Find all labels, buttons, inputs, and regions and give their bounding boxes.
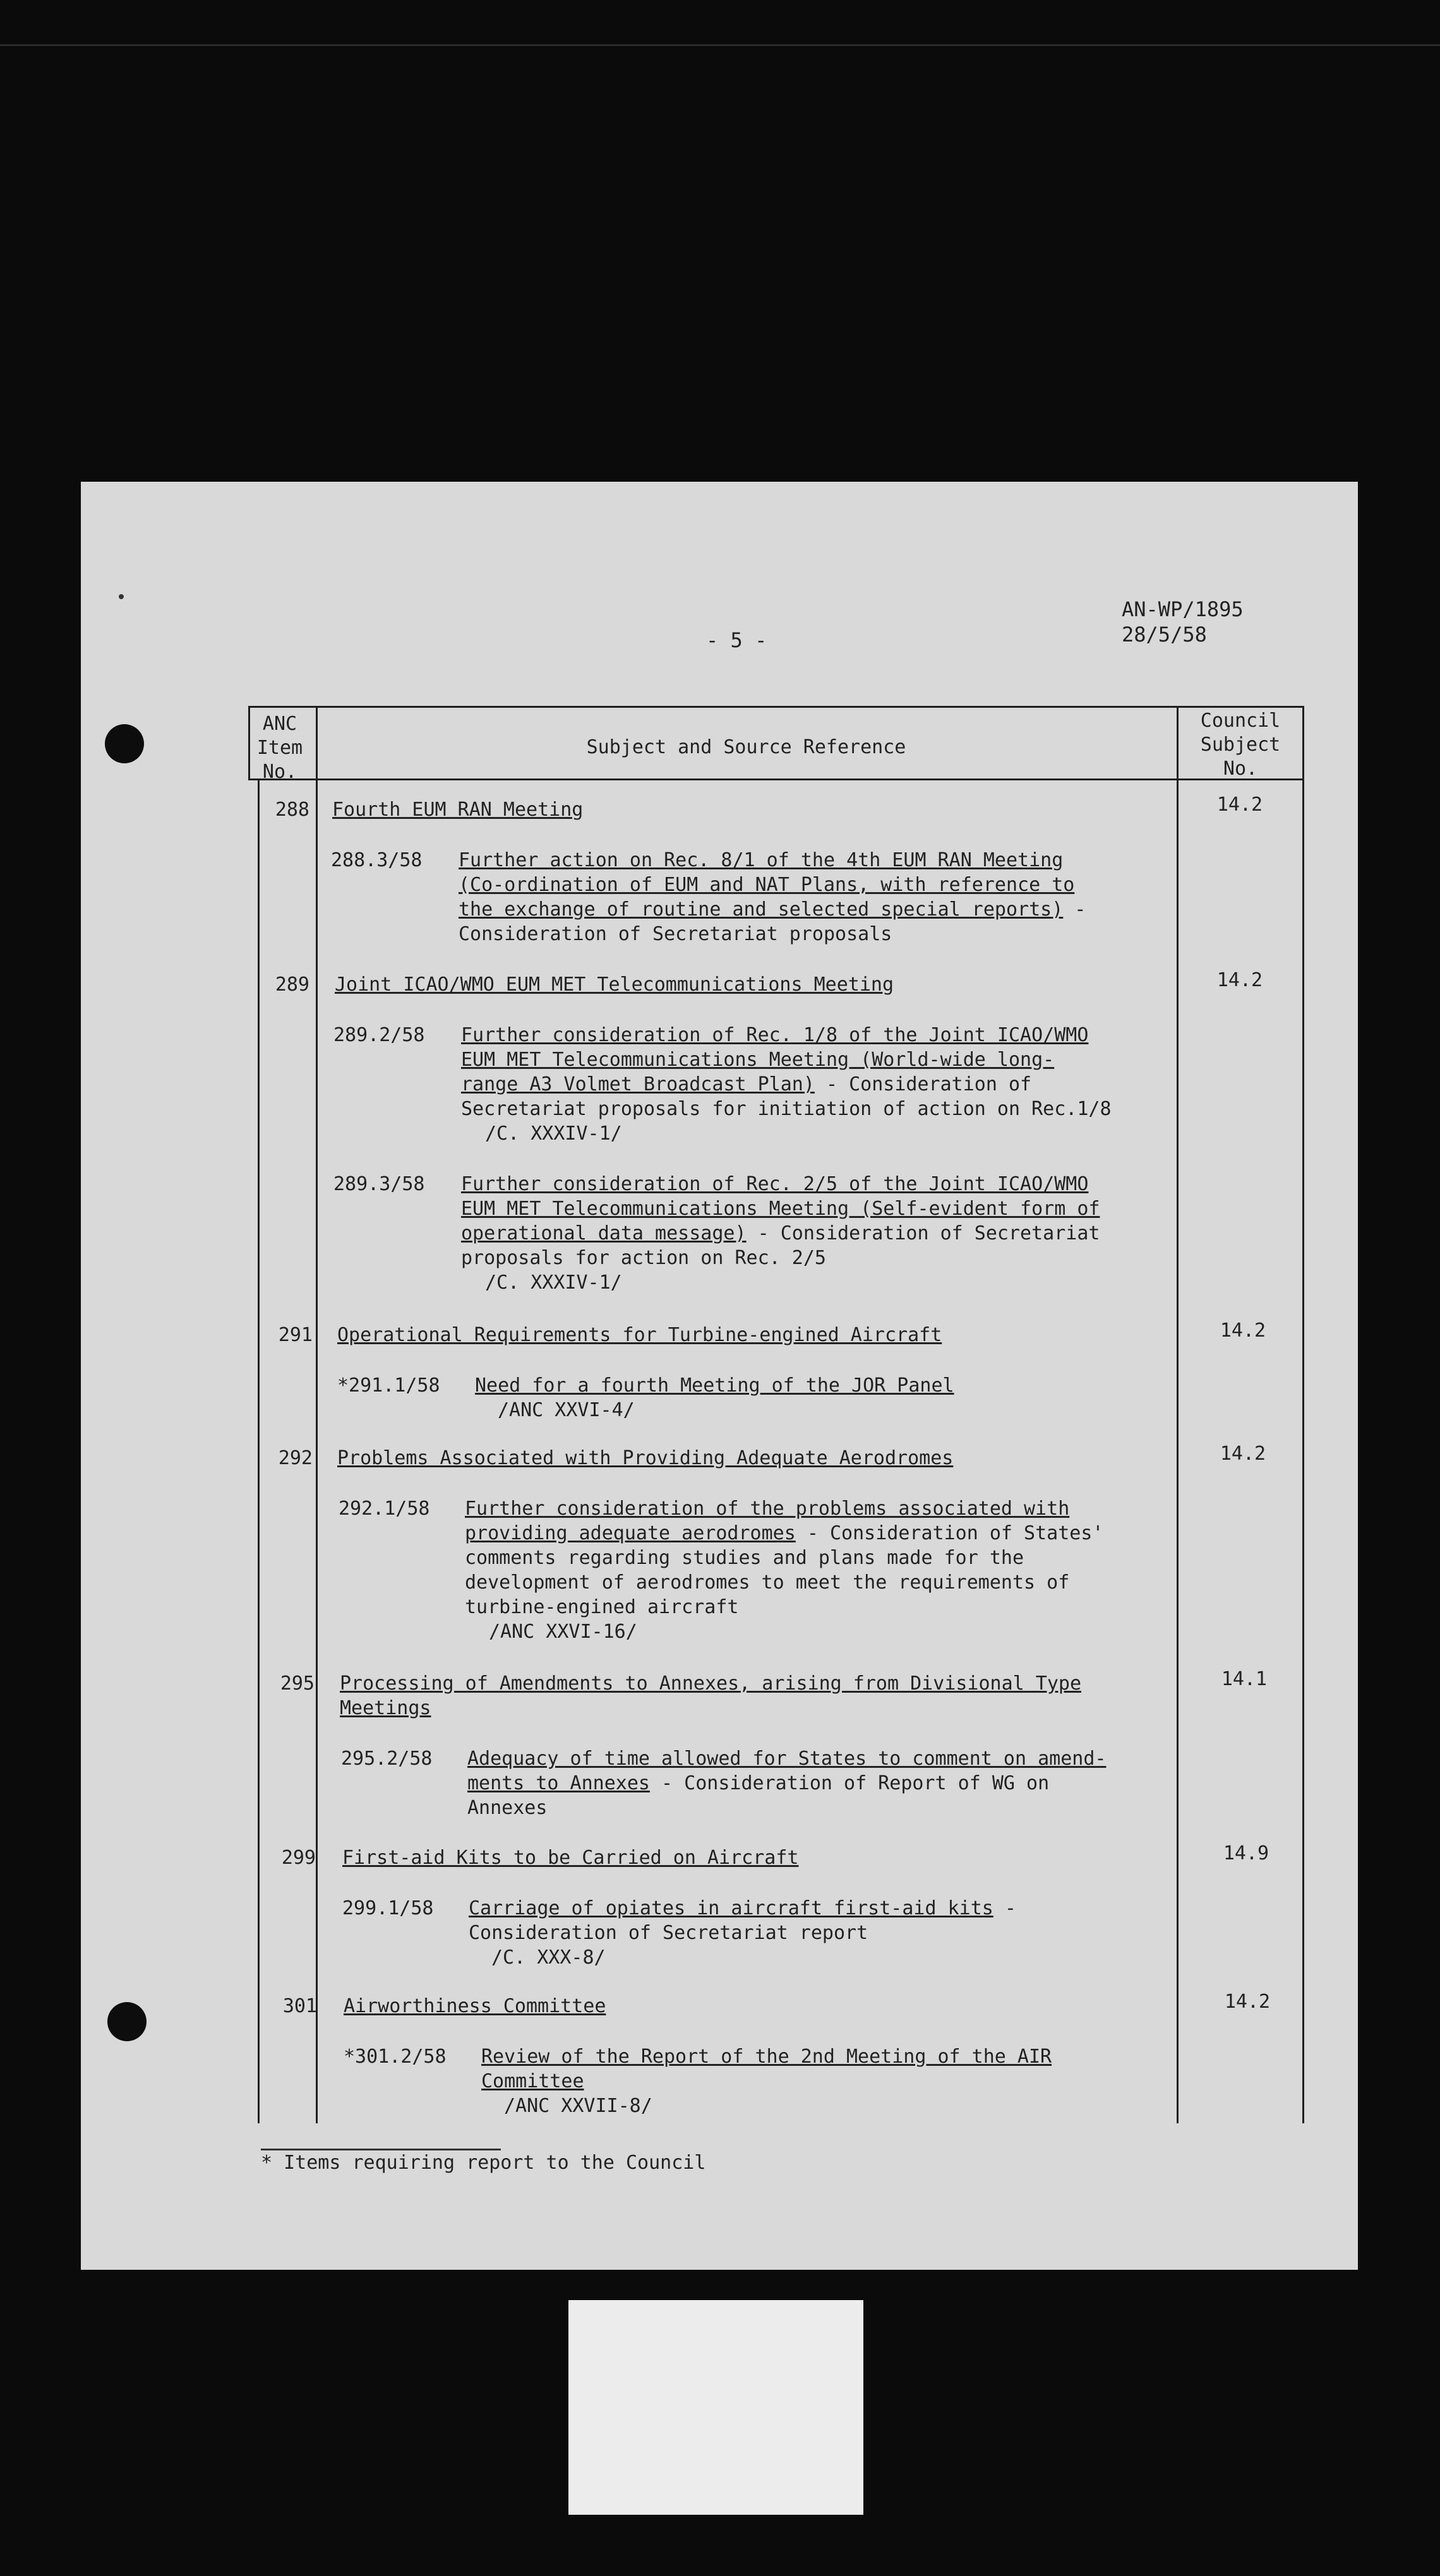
table-left-border <box>248 706 250 778</box>
sub-item-line <box>459 897 1086 922</box>
header-council-subject-no <box>1179 709 1302 781</box>
film-strip-line <box>0 44 1440 46</box>
sub-item-line: Committee <box>481 2070 584 2092</box>
sub-item-line: Review of the Report of the 2nd Meeting of the AIR <box>481 2046 1052 2068</box>
sub-item-line: comments regarding studies and plans made for the <box>465 1547 1024 1569</box>
underlined-text: ments to Annexes <box>467 1772 650 1794</box>
sub-item-line: Further consideration of Rec. 2/5 of the Joint ICAO/WMO <box>461 1173 1089 1195</box>
item-title: Operational Requirements for Turbine-engined Aircraft <box>337 1324 942 1346</box>
document-reference <box>1122 597 1244 647</box>
source-reference: /C. XXX-8/ <box>491 1947 606 1969</box>
item-title: Joint ICAO/WMO EUM MET Telecommunications Meeting <box>335 974 894 996</box>
plain-text: - Consideration of States' <box>795 1522 1104 1544</box>
underlined-text: the exchange of routine and selected special reports) <box>459 898 1064 921</box>
blank-card <box>568 2300 863 2515</box>
council-subject-no: 14.1 <box>1221 1668 1268 1690</box>
punch-hole <box>105 724 144 763</box>
plain-text: - <box>993 1897 1016 1919</box>
plain-text: - Consideration of Secretariat <box>746 1222 1100 1244</box>
header-line: No. <box>262 761 297 783</box>
underlined-text: range A3 Volmet Broadcast Plan) <box>461 1073 815 1095</box>
sub-item-line <box>469 1896 1016 1921</box>
council-subject-no: 14.9 <box>1223 1842 1269 1864</box>
page-number: - 5 - <box>706 628 767 652</box>
source-reference: /C. XXXIV-1/ <box>485 1123 622 1145</box>
sub-item-number: 292.1/58 <box>339 1498 430 1520</box>
underlined-text: Carriage of opiates in aircraft first-aid kits <box>469 1897 993 1919</box>
sub-item-line <box>467 1771 1049 1796</box>
punch-hole <box>107 2002 147 2041</box>
underlined-text: operational data message) <box>461 1222 747 1244</box>
underlined-text: providing adequate aerodromes <box>465 1522 796 1544</box>
sub-item-line: Consideration of Secretariat proposals <box>459 923 892 945</box>
sub-item-line: turbine-engined aircraft <box>465 1596 739 1618</box>
sub-item-line <box>461 1221 1100 1246</box>
item-number: 299 <box>281 1847 316 1869</box>
sub-item-line: proposals for action on Rec. 2/5 <box>461 1247 826 1269</box>
item-title: Fourth EUM RAN Meeting <box>332 799 584 821</box>
sub-item-line: Further consideration of Rec. 1/8 of the Joint ICAO/WMO <box>461 1024 1089 1046</box>
sub-item-line: (Co-ordination of EUM and NAT Plans, with reference to <box>459 874 1075 896</box>
header-line: Item <box>256 737 303 759</box>
source-reference: /ANC XXVII-8/ <box>504 2095 652 2117</box>
header-line: No. <box>1223 758 1258 780</box>
item-title: Airworthiness Committee <box>344 1995 606 2017</box>
item-number: 291 <box>278 1324 313 1346</box>
council-subject-no: 14.2 <box>1216 969 1263 991</box>
sub-item-line: development of aerodromes to meet the requirements of <box>465 1571 1070 1594</box>
item-title: Problems Associated with Providing Adequate Aerodromes <box>337 1447 954 1469</box>
sub-item-line: Further action on Rec. 8/1 of the 4th EUM RAN Meeting <box>459 849 1064 871</box>
table-header-rule <box>248 778 1304 780</box>
item-number: 288 <box>275 799 309 821</box>
header-line: Subject <box>1200 734 1281 756</box>
sub-item-line: Need for a fourth Meeting of the JOR Panel <box>475 1374 954 1397</box>
document-page <box>81 482 1358 2270</box>
council-subject-no: 14.2 <box>1216 794 1263 816</box>
column-divider-council <box>1177 706 1179 2123</box>
sub-item-line: Consideration of Secretariat report <box>469 1922 868 1944</box>
sub-item-line: Adequacy of time allowed for States to comment on amend- <box>467 1748 1107 1770</box>
source-reference: /C. XXXIV-1/ <box>485 1272 622 1294</box>
header-subject: Subject and Source Reference <box>586 736 906 758</box>
header-line: Council <box>1200 710 1281 732</box>
sub-item-number: 289.3/58 <box>333 1173 425 1195</box>
column-divider-item <box>316 706 318 2123</box>
footnote: * Items requiring report to the Council <box>261 2152 706 2174</box>
doc-ref-number: AN-WP/1895 <box>1122 597 1244 621</box>
sub-item-line: Further consideration of the problems associated with <box>465 1498 1070 1520</box>
sub-item-line <box>461 1072 1031 1097</box>
item-title: First-aid Kits to be Carried on Aircraft <box>342 1847 799 1869</box>
speck <box>119 594 124 599</box>
sub-item-line: Annexes <box>467 1797 548 1819</box>
footnote-rule <box>261 2149 501 2150</box>
item-number: 292 <box>278 1447 313 1469</box>
item-number: 295 <box>280 1673 315 1695</box>
source-reference: /ANC XXVI-16/ <box>489 1621 637 1643</box>
council-subject-no: 14.2 <box>1224 1991 1271 2013</box>
sub-item-number: 295.2/58 <box>341 1748 433 1770</box>
header-anc-item-no <box>251 712 308 784</box>
doc-date: 28/5/58 <box>1122 623 1207 647</box>
council-subject-no: 14.2 <box>1220 1320 1266 1342</box>
sub-item-line <box>465 1521 1103 1546</box>
table-top-border <box>248 706 1304 708</box>
item-title: Meetings <box>340 1697 431 1719</box>
sub-item-number: *301.2/58 <box>344 2046 447 2068</box>
item-number: 289 <box>275 974 309 996</box>
plain-text: - <box>1063 898 1086 921</box>
item-title: Processing of Amendments to Annexes, arising from Divisional Type <box>340 1673 1081 1695</box>
header-line: ANC <box>262 713 297 735</box>
sub-item-number: *291.1/58 <box>337 1374 440 1397</box>
sub-item-line: EUM MET Telecommunications Meeting (World-wide long- <box>461 1049 1055 1071</box>
item-number: 301 <box>282 1995 317 2017</box>
sub-item-number: 299.1/58 <box>342 1897 434 1919</box>
plain-text: - Consideration of <box>814 1073 1032 1095</box>
sub-item-number: 289.2/58 <box>333 1024 425 1046</box>
sub-item-line: Secretariat proposals for initiation of action on Rec.1/8 <box>461 1098 1112 1120</box>
council-subject-no: 14.2 <box>1220 1443 1266 1465</box>
table-right-border <box>1302 706 1304 2123</box>
plain-text: - Consideration of Report of WG on <box>649 1772 1050 1794</box>
source-reference: /ANC XXVI-4/ <box>498 1399 635 1421</box>
sub-item-line: EUM MET Telecommunications Meeting (Self-evident form of <box>461 1198 1100 1220</box>
sub-item-number: 288.3/58 <box>331 849 423 871</box>
